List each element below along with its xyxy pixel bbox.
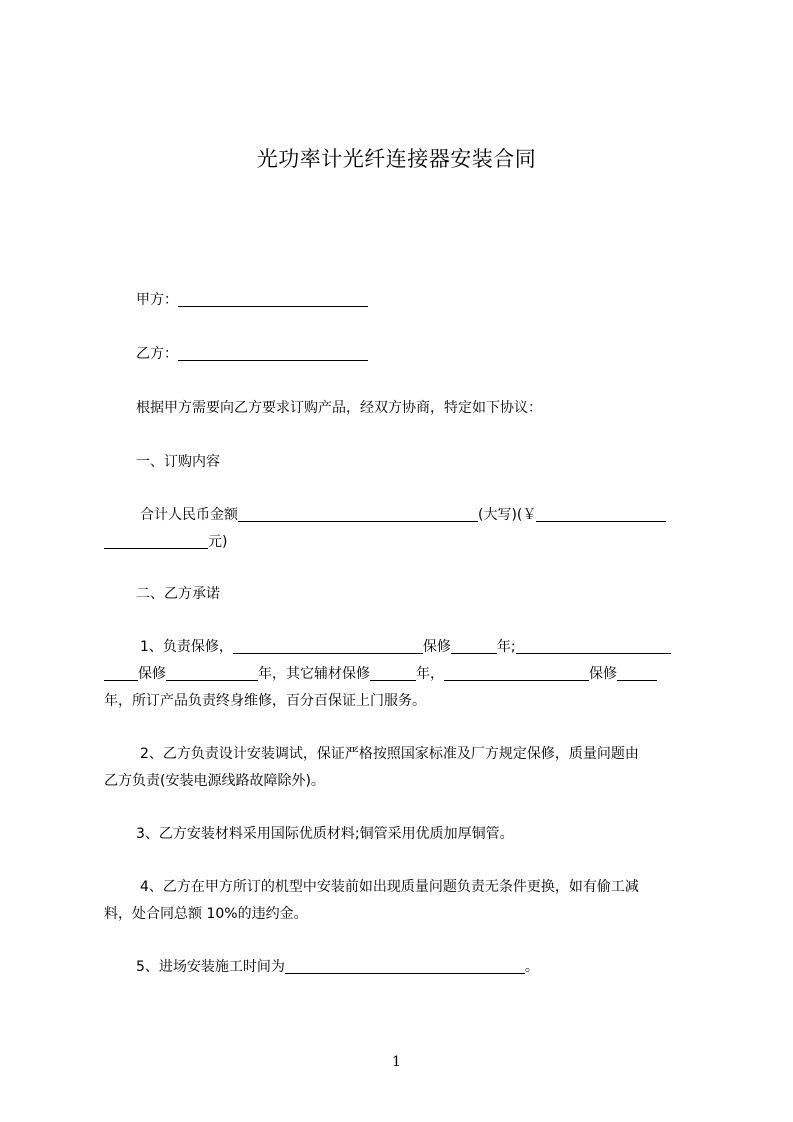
item-2-line-1: 2、乙方负责设计安装调试，保证严格按照国家标准及厂方规定保修，质量问题由	[140, 746, 639, 762]
party-a-blank[interactable]	[178, 291, 368, 307]
item-2-line-2: 乙方负责(安装电源线路故障除外)。	[104, 773, 325, 789]
item-3-line: 3、乙方安装材料采用国际优质材料;铜管采用优质加厚铜管。	[136, 826, 514, 842]
item-1-blank-4[interactable]	[166, 665, 258, 681]
party-a-line	[136, 287, 741, 313]
item-1-text-g: 保修	[589, 666, 617, 682]
party-b-line	[136, 341, 741, 367]
item-1-blank-1[interactable]	[233, 638, 423, 654]
amount-words-blank[interactable]	[238, 506, 478, 522]
amount-figures-blank[interactable]	[536, 506, 666, 522]
item-1-blank-7[interactable]	[617, 665, 657, 681]
item-5-line	[136, 954, 741, 980]
item-1-blank-5[interactable]	[370, 665, 416, 681]
page-number: 1	[392, 1054, 401, 1070]
item-1-text-a: 1、负责保修，	[140, 639, 233, 655]
item-1-text-f: 年，	[416, 666, 444, 682]
item-4-line-2: 料，处合同总额 10%的违约金。	[104, 906, 308, 922]
item-1-line-2	[104, 661, 709, 687]
item-5-text-b: 。	[524, 959, 539, 975]
party-b-blank[interactable]	[178, 345, 368, 361]
item-1-line-3: 年，所订产品负责终身维修，百分百保证上门服务。	[104, 693, 426, 709]
amount-end-text: 元)	[208, 534, 228, 550]
item-1-blank-2[interactable]	[451, 638, 497, 654]
item-1-text-e: 年，其它辅材保修	[258, 666, 370, 682]
item-5-blank[interactable]	[285, 958, 525, 974]
party-b-label: 乙方：	[136, 346, 178, 362]
amount-mid-text: (大写)(￥	[478, 507, 537, 523]
amount-line-2	[104, 529, 709, 555]
amount-line-1	[140, 502, 745, 528]
item-5-text-a: 5、进场安装施工时间为	[136, 959, 285, 975]
item-1-blank-6[interactable]	[444, 665, 589, 681]
item-1-blank-3[interactable]	[516, 638, 671, 654]
party-a-label: 甲方：	[136, 292, 178, 308]
item-1-text-c: 年;	[496, 639, 516, 655]
item-4-line-1: 4、乙方在甲方所订的机型中安装前如出现质量问题负责无条件更换，如有偷工减	[140, 879, 639, 895]
item-1-blank-3-cont[interactable]	[104, 665, 138, 681]
section-2-heading: 二、乙方承诺	[136, 586, 220, 602]
amount-figures-blank-cont[interactable]	[104, 533, 208, 549]
item-1-text-b: 保修	[422, 639, 451, 655]
intro-paragraph: 根据甲方需要向乙方要求订购产品，经双方协商，特定如下协议：	[136, 400, 542, 416]
section-1-heading: 一、订购内容	[136, 454, 220, 470]
amount-label: 合计人民币金额	[140, 507, 238, 523]
item-1-text-d: 保修	[138, 666, 166, 682]
document-title: 光功率计光纤连接器安装合同	[256, 147, 537, 171]
item-1-line-1	[140, 634, 745, 660]
